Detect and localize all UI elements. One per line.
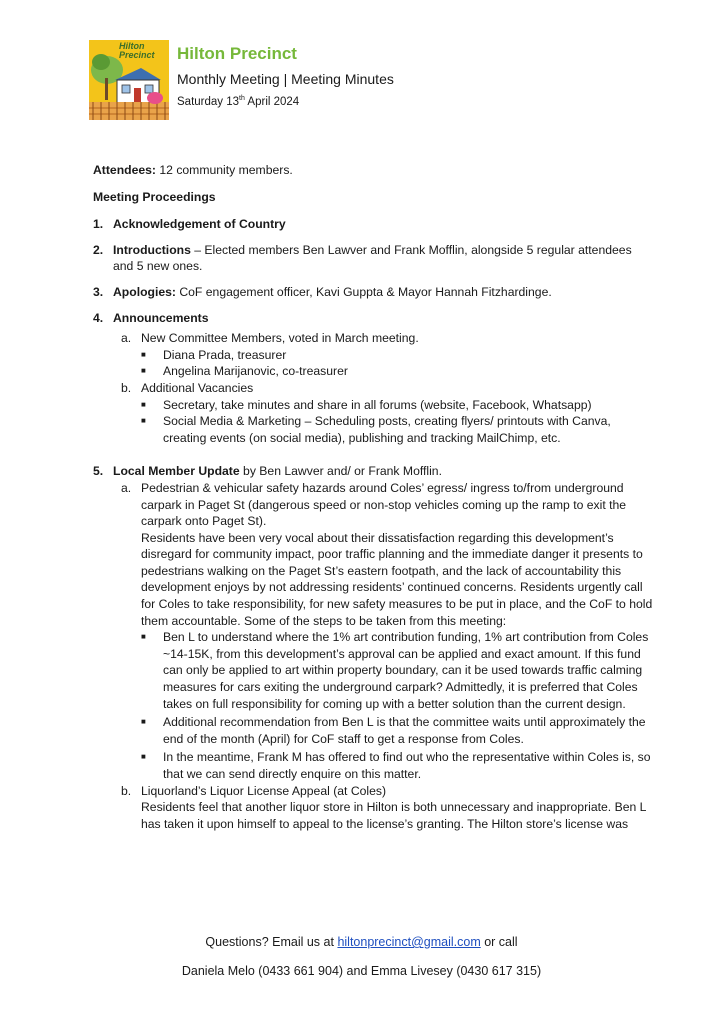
list-item <box>141 749 653 782</box>
item-4-subitems <box>121 330 653 446</box>
item-5a-text: Pedestrian & vehicular safety hazards around Coles’ egress/ ingress to/from underground carpark in Paget St (dangerous speed or non-stop vehicles coming up the ramp to exit the carpark onto Paget St). <box>141 480 627 529</box>
item-2-text: – Elected members Ben Lawver and Frank Mofflin, alongside 5 regular attendees and 5 new ones. <box>113 242 632 274</box>
item-3-title: Apologies: <box>113 284 176 299</box>
bullet-icon: ■ <box>141 632 146 642</box>
item-4a-text: New Committee Members, voted in March meeting. <box>141 331 419 346</box>
item-4a-bullets <box>141 347 653 380</box>
list-item <box>141 347 653 364</box>
item-4a-letter: a. <box>121 331 132 346</box>
item-2-number: 2. <box>93 242 104 257</box>
bullet-icon: ■ <box>141 717 146 727</box>
item-4-title: Announcements <box>113 310 209 325</box>
item-5b-text-2: Residents feel that another liquor store in Hilton is both unnecessary and inappropriate. Ben L has taken it upon himself to appeal to the license’s granting. The Hilton store’s license was <box>141 800 646 831</box>
footer-line-2: Daniela Melo (0433 661 904) and Emma Livesey (0430 617 315) <box>181 964 542 978</box>
item-5-body <box>113 463 653 480</box>
item-5b-body <box>141 783 653 833</box>
precinct-title: Hilton Precinct <box>177 44 297 63</box>
item-5-title: Local Member Update <box>113 464 240 479</box>
attendees-text: 12 community members. <box>155 163 293 177</box>
item-4b-bullet-1: Secretary, take minutes and share in all forums (website, Facebook, Whatsapp) <box>163 397 592 412</box>
item-3 <box>93 284 653 301</box>
item-5b <box>121 783 653 833</box>
item-4b-bullets <box>141 397 653 447</box>
item-5a-letter: a. <box>121 480 132 495</box>
item-5-number: 5. <box>93 464 104 479</box>
meeting-title: Monthly Meeting | Meeting Minutes <box>177 71 394 87</box>
item-4b-text: Additional Vacancies <box>141 380 254 395</box>
item-5 <box>93 463 653 480</box>
bullet-icon: ■ <box>141 416 146 426</box>
list-item <box>141 363 653 380</box>
date-prefix: Saturday 13 <box>177 95 240 108</box>
item-3-body <box>113 284 653 301</box>
item-5a-bullet-2: Additional recommendation from Ben L is that the committee waits until approximately the end of the month (April) for CoF staff to get a response from Coles. <box>163 715 646 746</box>
item-5a <box>121 480 653 629</box>
attendees-label: Attendees: <box>93 163 156 177</box>
title-block <box>177 44 477 110</box>
item-5a-body <box>141 480 653 629</box>
footer-suffix: or call <box>480 935 518 949</box>
attendees-line <box>93 162 653 179</box>
item-5a-text-2: Residents have been very vocal about their dissatisfaction regarding this development’s disregard for community impact, poor traffic planning and the immediate danger it presents to pedestrians walking on the Paget St’s eastern footpath, and the lack of accountability this development enjoys by not addressing residents’ continued concerns. Residents urgently call for Coles to take responsibility, for new safety measures to be put in place, and the CoF to hold them accountable. Some of the steps to be taken from this meeting: <box>141 530 653 628</box>
item-4b-letter: b. <box>121 380 132 395</box>
item-5a-bullet-1: Ben L to understand where the 1% art contribution funding, 1% art contribution from Coles ~14-15K, from this development’s approval can be applied and exact amount. If this fund can only be applied to art within property boundary, can it be used towards traffic calming measures for cars exiting the underground carpark? Admittedly, it is preferred that Coles takes on full responsibility for coming up with a better solution than the current design. <box>163 630 649 711</box>
item-4 <box>93 310 653 327</box>
item-4-body <box>113 310 653 327</box>
minutes-body <box>93 162 653 832</box>
item-1-number: 1. <box>93 217 104 232</box>
list-item <box>141 629 653 712</box>
item-4-number: 4. <box>93 310 104 325</box>
date-month-year: April 2024 <box>244 95 300 108</box>
list-item <box>141 397 653 414</box>
item-4a-bullet-2: Angelina Marijanovic, co-treasurer <box>163 364 348 379</box>
bullet-icon: ■ <box>141 399 146 409</box>
bullet-icon: ■ <box>141 366 146 376</box>
bullet-icon: ■ <box>141 349 146 359</box>
email-link[interactable]: hiltonprecinct@gmail.com <box>337 935 481 949</box>
item-1-body <box>113 216 653 233</box>
item-4b <box>121 380 653 397</box>
item-4a <box>121 330 653 347</box>
logo-lettering: Hilton Precinct <box>119 41 155 60</box>
footer-line-1 <box>0 935 723 949</box>
item-3-number: 3. <box>93 284 104 299</box>
footer-prefix: Questions? Email us at <box>205 935 338 949</box>
list-item <box>141 413 653 446</box>
meeting-date <box>177 91 477 110</box>
item-3-text: CoF engagement officer, Kavi Guppta & Mayor Hannah Fitzhardinge. <box>175 284 552 299</box>
bullet-icon: ■ <box>141 752 146 762</box>
hilton-precinct-logo <box>89 40 169 120</box>
item-5a-bullet-3: In the meantime, Frank M has offered to find out who the representative within Coles is, so that we can send directly enquire on this matter. <box>163 750 651 781</box>
item-5b-letter: b. <box>121 783 132 798</box>
item-5a-bullets <box>141 629 653 782</box>
item-2 <box>93 242 653 275</box>
item-4b-bullet-2: Social Media & Marketing – Scheduling posts, creating flyers/ printouts with Canva, creating events (on social media), publishing and tracking MailChimp, etc. <box>163 414 611 445</box>
item-5b-text: Liquorland’s Liquor License Appeal (at Coles) <box>141 783 387 798</box>
item-1 <box>93 216 653 233</box>
item-1-title: Acknowledgement of Country <box>113 217 286 232</box>
proceedings-heading: Meeting Proceedings <box>93 189 216 204</box>
item-2-body <box>113 242 653 275</box>
item-5-text: by Ben Lawver and/ or Frank Mofflin. <box>239 464 442 479</box>
date-suffix-sup: th <box>239 95 245 102</box>
item-2-title: Introductions <box>113 242 191 257</box>
item-4a-bullet-1: Diana Prada, treasurer <box>163 347 287 362</box>
item-5-subitems <box>121 480 653 832</box>
list-item <box>141 714 653 747</box>
